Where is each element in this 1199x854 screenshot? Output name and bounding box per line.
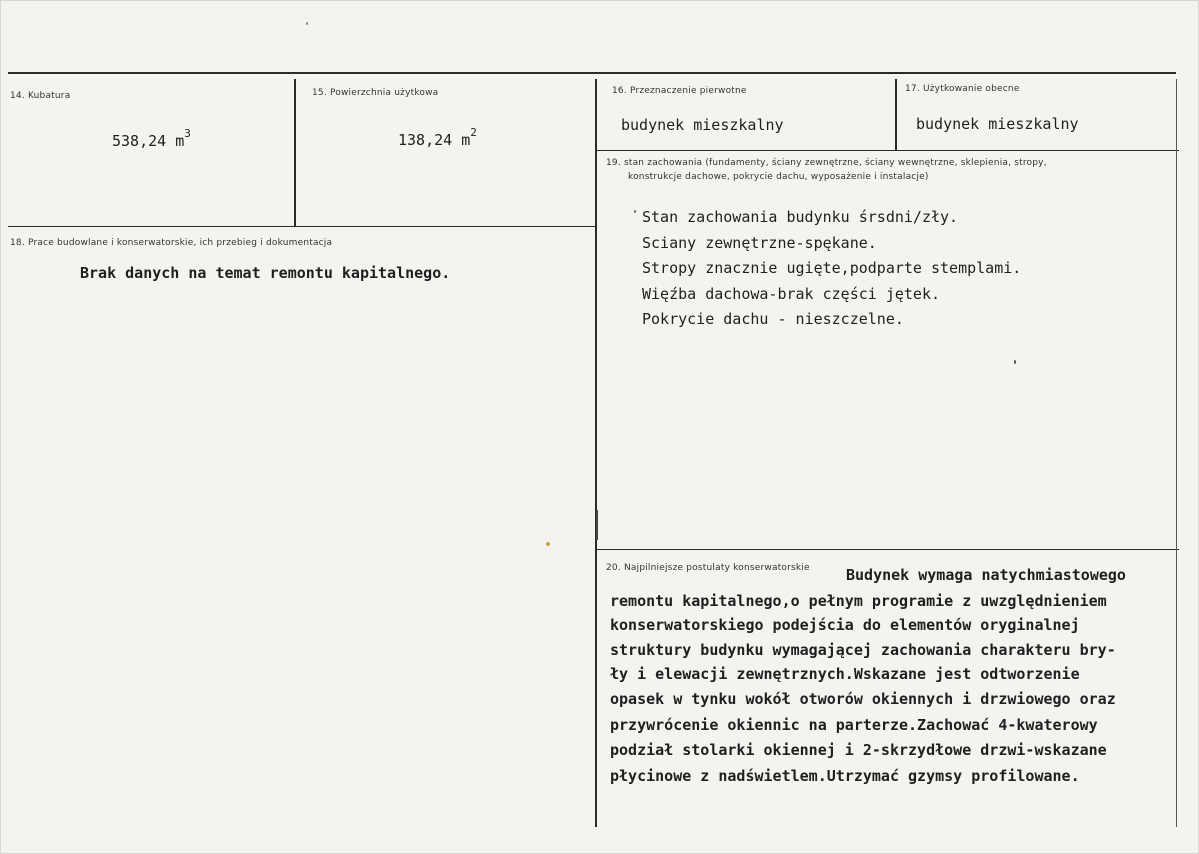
postulaty-line-8: płycinowe z nadświetlem.Utrzymać gzymsy profilowane. xyxy=(610,767,1080,785)
paper-speck xyxy=(634,210,636,213)
divider-14-15 xyxy=(294,79,296,226)
paper-speck xyxy=(306,22,308,25)
field-value-kubatura xyxy=(112,127,191,150)
postulaty-line-7: podział stolarki okiennej i 2-skrzydłowe drzwi-wskazane xyxy=(610,741,1107,759)
postulaty-line-3: struktury budynku wymagającej zachowania charakteru bry- xyxy=(610,641,1116,659)
field-value-prace: Brak danych na temat remontu kapitalnego. xyxy=(80,264,451,282)
field-label-prace: 18. Prace budowlane i konserwatorskie, ich przebieg i dokumentacja xyxy=(10,238,333,248)
stan-line-4: Więźba dachowa-brak części jętek. xyxy=(642,285,941,303)
rule-below-14-15 xyxy=(8,226,595,227)
powierzchnia-number: 138,24 m xyxy=(398,131,471,149)
postulaty-first-line: Budynek wymaga natychmiastowego xyxy=(846,566,1126,584)
stan-line-1: Stan zachowania budynku śrsdni/zły. xyxy=(642,208,959,226)
kubatura-number: 538,24 m xyxy=(112,132,185,150)
stan-line-3: Stropy znacznie ugięte,podparte stemplami. xyxy=(642,259,1022,277)
field-label-powierzchnia: 15. Powierzchnia użytkowa xyxy=(312,88,439,98)
powierzchnia-exponent: 2 xyxy=(470,126,477,139)
right-edge-rule xyxy=(1176,79,1177,827)
divider-left-right xyxy=(595,79,597,827)
tick-mark xyxy=(596,510,598,540)
paper-speck xyxy=(546,542,550,546)
top-rule xyxy=(8,72,1176,74)
field-value-powierzchnia xyxy=(398,126,477,149)
field-value-przeznaczenie: budynek mieszkalny xyxy=(621,116,784,134)
field-label-kubatura: 14. Kubatura xyxy=(10,91,71,101)
field-label-stan-line1: 19. stan zachowania (fundamenty, ściany zewnętrzne, ściany wewnętrzne, sklepienia, stropy, xyxy=(606,158,1047,168)
postulaty-line-6: przywrócenie okiennic na parterze.Zachować 4-kwaterowy xyxy=(610,716,1098,734)
field-value-uzytkowanie: budynek mieszkalny xyxy=(916,115,1079,133)
rule-below-16-17 xyxy=(597,150,1179,151)
stan-line-2: Sciany zewnętrzne-spękane. xyxy=(642,234,877,252)
kubatura-exponent: 3 xyxy=(184,127,191,140)
divider-16-17 xyxy=(895,79,897,150)
rule-above-20 xyxy=(597,549,1179,550)
postulaty-line-5: opasek w tynku wokół otworów okiennych i drzwiowego oraz xyxy=(610,690,1116,708)
field-label-stan-line2: konstrukcje dachowe, pokrycie dachu, wyposażenie i instalacje) xyxy=(628,172,929,182)
field-label-postulaty: 20. Najpilniejsze postulaty konserwatorskie xyxy=(606,563,810,573)
postulaty-line-4: ły i elewacji zewnętrznych.Wskazane jest odtworzenie xyxy=(610,665,1080,683)
postulaty-line-2: konserwatorskiego podejścia do elementów oryginalnej xyxy=(610,616,1080,634)
field-label-uzytkowanie: 17. Użytkowanie obecne xyxy=(905,84,1020,94)
postulaty-line-1: remontu kapitalnego,o pełnym programie z uwzględnieniem xyxy=(610,592,1107,610)
stan-line-5: Pokrycie dachu - nieszczelne. xyxy=(642,310,904,328)
field-label-przeznaczenie: 16. Przeznaczenie pierwotne xyxy=(612,86,747,96)
paper-speck xyxy=(1014,360,1016,364)
